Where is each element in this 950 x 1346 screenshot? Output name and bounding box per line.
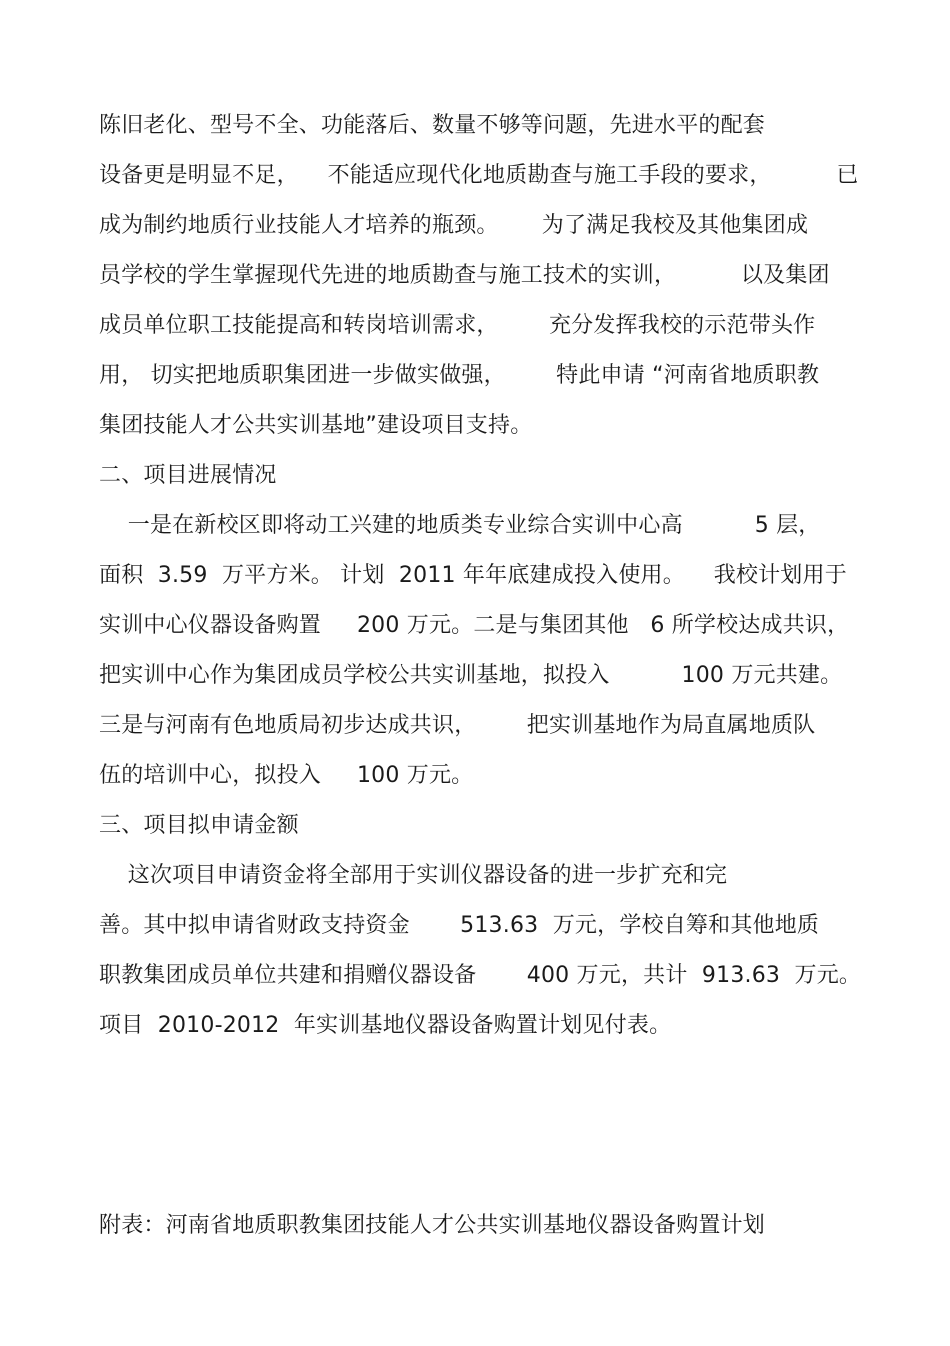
body-text-line: 职教集团成员单位共建和捐赠仪器设备 400 万元，共计 913.63 万元。 bbox=[99, 963, 862, 988]
body-text-line: 三是与河南有色地质局初步达成共识， 把实训基地作为局直属地质队 bbox=[99, 713, 816, 738]
body-text-line: 用， 切实把地质职集团进一步做实做强， 特此申请 “河南省地质职教 bbox=[99, 363, 820, 388]
body-text-line: 集团技能人才公共实训基地”建设项目支持。 bbox=[99, 413, 533, 438]
body-text-line: 成员单位职工技能提高和转岗培训需求， 充分发挥我校的示范带头作 bbox=[99, 313, 816, 338]
section-heading: 三、项目拟申请金额 bbox=[99, 813, 299, 838]
body-text-line: 一是在新校区即将动工兴建的地质类专业综合实训中心高 5 层， bbox=[99, 513, 821, 538]
body-text-line: 成为制约地质行业技能人才培养的瓶颈。 为了满足我校及其他集团成 bbox=[99, 213, 809, 238]
body-text-line: 善。其中拟申请省财政支持资金 513.63 万元，学校自筹和其他地质 bbox=[99, 913, 820, 938]
appendix-title: 附表：河南省地质职教集团技能人才公共实训基地仪器设备购置计划 bbox=[99, 1213, 766, 1238]
body-text-line: 把实训中心作为集团成员学校公共实训基地，拟投入 100 万元共建。 bbox=[99, 663, 843, 688]
body-text-line: 面积 3.59 万平方米。 计划 2011 年年底建成投入使用。 我校计划用于 bbox=[99, 563, 847, 588]
body-text-line: 实训中心仪器设备购置 200 万元。二是与集团其他 6 所学校达成共识， bbox=[99, 613, 850, 638]
body-text-line: 陈旧老化、型号不全、功能落后、数量不够等问题，先进水平的配套 bbox=[99, 113, 766, 138]
body-text-line: 伍的培训中心，拟投入 100 万元。 bbox=[99, 763, 474, 788]
body-text-line: 这次项目申请资金将全部用于实训仪器设备的进一步扩充和完 bbox=[99, 863, 728, 888]
body-text-line: 员学校的学生掌握现代先进的地质勘查与施工技术的实训， 以及集团 bbox=[99, 263, 830, 288]
section-heading: 二、项目进展情况 bbox=[99, 463, 277, 488]
body-text-line: 项目 2010-2012 年实训基地仪器设备购置计划见付表。 bbox=[99, 1013, 672, 1038]
body-text-line: 设备更是明显不足， 不能适应现代化地质勘查与施工手段的要求， 已 bbox=[99, 163, 859, 188]
